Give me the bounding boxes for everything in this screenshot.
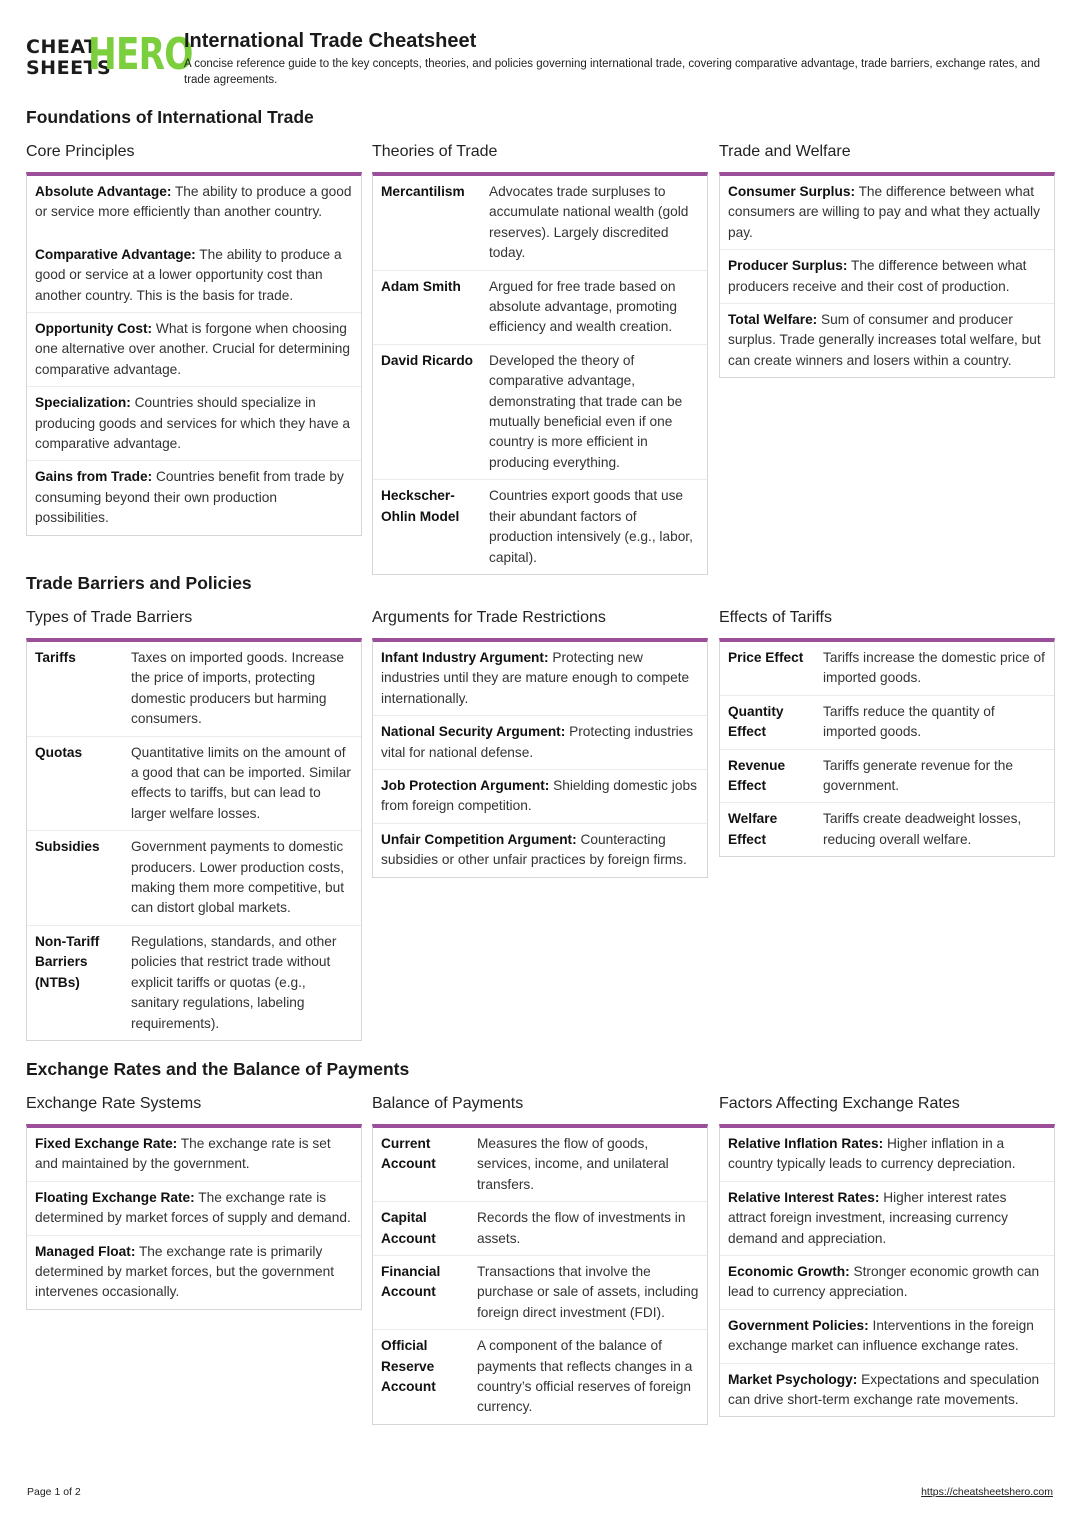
table-row: Adam Smith Argued for free trade based on absolute advantage, promoting efficiency and wealth creation. bbox=[373, 271, 707, 345]
column-title: Theories of Trade bbox=[372, 143, 498, 160]
table-row: Quantity Effect Tariffs reduce the quantity of imported goods. bbox=[720, 696, 1054, 750]
list-item: Comparative Advantage: The ability to produce a good or service at a lower opportunity cost than another country. This is the basis for trade. bbox=[27, 239, 361, 313]
list-item: Market Psychology: Expectations and speculation can drive short-term exchange rate movements. bbox=[728, 1371, 1040, 1408]
column-title: Effects of Tariffs bbox=[719, 609, 832, 626]
list-item: Total Welfare: Sum of consumer and producer surplus. Trade generally increases total welfare, but can create winners and losers within a country. bbox=[728, 312, 1041, 368]
card bbox=[372, 172, 708, 575]
logo-cheat-text: CHEAT bbox=[26, 36, 98, 58]
column-title: Trade and Welfare bbox=[719, 143, 851, 160]
card bbox=[372, 1124, 708, 1425]
column-trade-and-welfare bbox=[719, 142, 1055, 378]
section-title-trade-barriers: Trade Barriers and Policies bbox=[26, 573, 252, 593]
table-row: Capital Account Records the flow of investments in assets. bbox=[373, 1202, 707, 1256]
table-row: Quotas Quantitative limits on the amount of a good that can be imported. Similar effects to tariffs, but can lead to larger welfare losses. bbox=[27, 737, 361, 832]
logo-sheets-text: SHEETS bbox=[26, 57, 112, 79]
card bbox=[26, 638, 362, 1041]
column-title: Arguments for Trade Restrictions bbox=[372, 609, 606, 626]
section-title-exchange-rates: Exchange Rates and the Balance of Payments bbox=[26, 1059, 410, 1079]
column-title: Factors Affecting Exchange Rates bbox=[719, 1095, 960, 1112]
table-row: Welfare Effect Tariffs create deadweight losses, reducing overall welfare. bbox=[728, 811, 1022, 847]
list-item: Floating Exchange Rate: The exchange rate is determined by market forces of supply and demand. bbox=[27, 1182, 361, 1236]
logo-hero-text: HERO bbox=[88, 29, 193, 80]
site-link[interactable]: https://cheatsheetshero.com bbox=[921, 1486, 1053, 1498]
list-item: Fixed Exchange Rate: The exchange rate is set and maintained by the government. bbox=[27, 1128, 361, 1182]
table-row: Mercantilism Advocates trade surpluses to accumulate national wealth (gold reserves). Largely discredited today. bbox=[373, 176, 707, 271]
card bbox=[719, 1124, 1055, 1417]
section-title-foundations: Foundations of International Trade bbox=[26, 107, 314, 127]
column-theories-of-trade bbox=[372, 142, 708, 575]
card bbox=[26, 1124, 362, 1310]
column-exchange-rate-systems bbox=[26, 1094, 362, 1310]
table-row: Subsidies Government payments to domestic producers. Lower production costs, making them more competitive, but can distort global markets. bbox=[27, 831, 361, 926]
table-row: Heckscher-Ohlin Model Countries export goods that use their abundant factors of production intensively (e.g., labor, capital). bbox=[381, 488, 693, 565]
card bbox=[719, 638, 1055, 857]
card bbox=[719, 172, 1055, 378]
list-item: Absolute Advantage: The ability to produce a good or service more efficiently than another country. bbox=[35, 184, 352, 220]
list-item: Managed Float: The exchange rate is primarily determined by market forces, but the government intervenes occasionally. bbox=[35, 1243, 334, 1300]
list-item: Specialization: Countries should specialize in producing goods and services for which they have a comparative advantage. bbox=[27, 387, 361, 461]
column-title: Core Principles bbox=[26, 143, 135, 160]
card bbox=[26, 172, 362, 536]
column-factors-affecting-exchange-rates bbox=[719, 1094, 1055, 1417]
header bbox=[26, 30, 1056, 90]
list-item: Relative Inflation Rates: Higher inflation in a country typically leads to currency depreciation. bbox=[720, 1128, 1054, 1182]
list-item: Opportunity Cost: What is forgone when choosing one alternative over another. Crucial for determining comparative advantage. bbox=[27, 313, 361, 387]
column-effects-of-tariffs bbox=[719, 608, 1055, 857]
column-arguments-for-trade-restrictions bbox=[372, 608, 708, 878]
list-item: Infant Industry Argument: Protecting new industries until they are mature enough to compete internationally. bbox=[373, 642, 707, 716]
page-subtitle: A concise reference guide to the key concepts, theories, and policies governing international trade, covering comparative advantage, trade barriers, exchange rates, and trade agreements. bbox=[184, 58, 1040, 86]
cheatsheetshero-logo[interactable] bbox=[26, 29, 193, 80]
page-number: Page 1 of 2 bbox=[27, 1486, 81, 1498]
list-item: National Security Argument: Protecting industries vital for national defense. bbox=[373, 716, 707, 770]
table-row: Current Account Measures the flow of goods, services, income, and unilateral transfers. bbox=[373, 1128, 707, 1202]
list-item: Government Policies: Interventions in the foreign exchange market can influence exchange rates. bbox=[720, 1310, 1054, 1364]
table-row: Revenue Effect Tariffs generate revenue for the government. bbox=[720, 750, 1054, 804]
list-item: Consumer Surplus: The difference between what consumers are willing to pay and what they actually pay. bbox=[720, 176, 1054, 250]
column-title: Types of Trade Barriers bbox=[26, 609, 193, 626]
column-title: Balance of Payments bbox=[372, 1095, 524, 1112]
list-item: Unfair Competition Argument: Counteracting subsidies or other unfair practices by foreign firms. bbox=[381, 831, 687, 868]
table-row: David Ricardo Developed the theory of comparative advantage, demonstrating that trade can be mutually beneficial even if one country is more efficient in producing everything. bbox=[373, 345, 707, 480]
column-balance-of-payments bbox=[372, 1094, 708, 1425]
list-item: Job Protection Argument: Shielding domestic jobs from foreign competition. bbox=[373, 770, 707, 824]
table-row: Financial Account Transactions that involve the purchase or sale of assets, including foreign direct investment (FDI). bbox=[373, 1256, 707, 1330]
column-title: Exchange Rate Systems bbox=[26, 1095, 202, 1112]
table-row: Non-Tariff Barriers (NTBs) Regulations, standards, and other policies that restrict trade without explicit tariffs or quotas (e.g., sanitary regulations, labeling requirements). bbox=[35, 933, 337, 1031]
page-title: International Trade Cheatsheet bbox=[184, 30, 477, 52]
table-row: Tariffs Taxes on imported goods. Increase the price of imports, protecting domestic producers but harming consumers. bbox=[27, 642, 361, 737]
list-item: Relative Interest Rates: Higher interest rates attract foreign investment, increasing currency demand and appreciation. bbox=[720, 1182, 1054, 1256]
list-item: Economic Growth: Stronger economic growth can lead to currency appreciation. bbox=[720, 1256, 1054, 1310]
column-types-of-trade-barriers bbox=[26, 608, 362, 1041]
table-row: Price Effect Tariffs increase the domestic price of imported goods. bbox=[720, 642, 1054, 696]
table-row: Official Reserve Account A component of the balance of payments that reflects changes in a country’s official reserves of foreign currency. bbox=[381, 1338, 693, 1415]
list-item: Gains from Trade: Countries benefit from trade by consuming beyond their own production possibilities. bbox=[35, 469, 344, 526]
card bbox=[372, 638, 708, 878]
list-item: Producer Surplus: The difference between what producers receive and their cost of production. bbox=[720, 250, 1054, 304]
column-core-principles bbox=[26, 142, 362, 536]
